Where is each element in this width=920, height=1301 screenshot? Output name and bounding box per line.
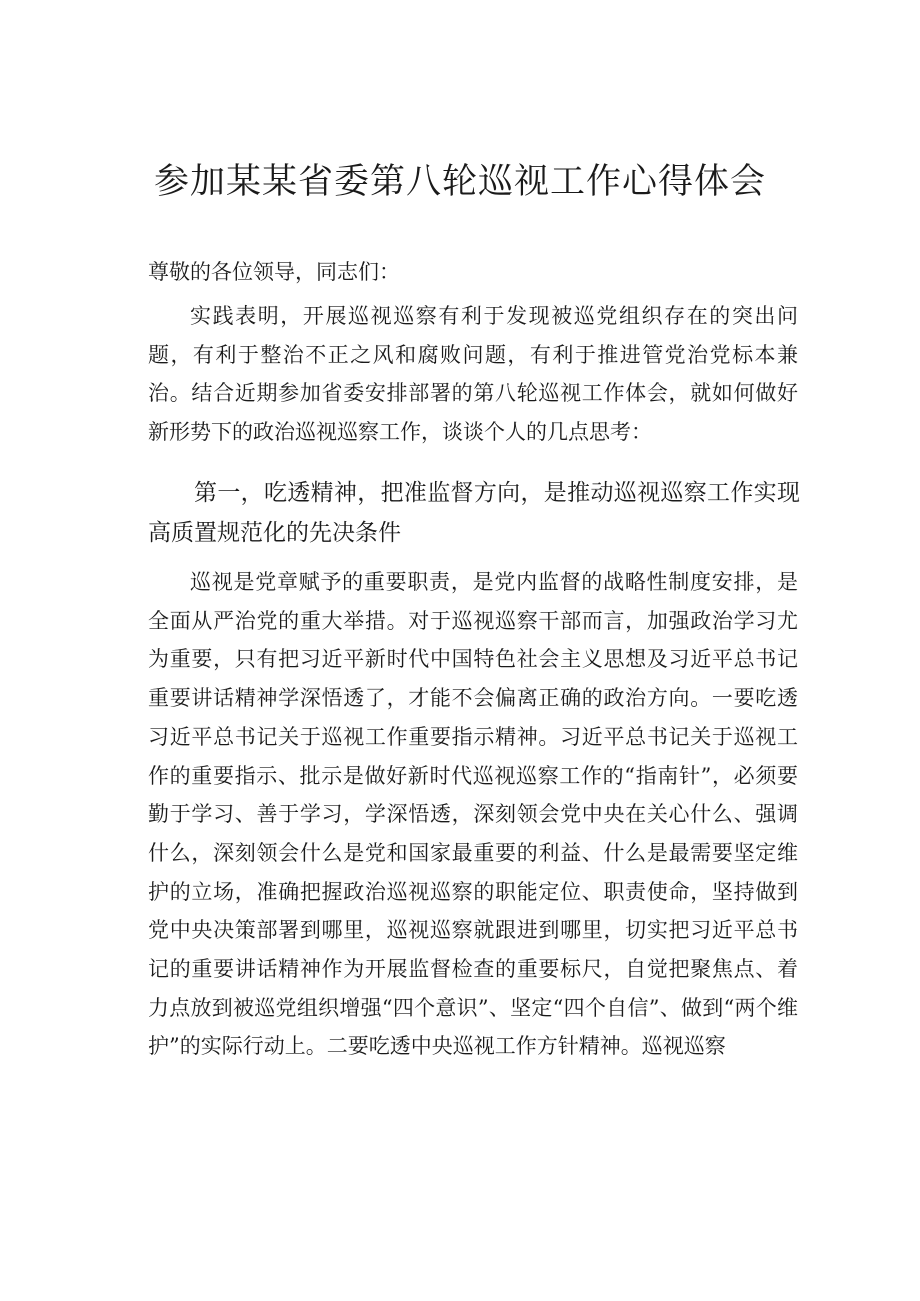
section-1-paragraph: 巡视是党章赋予的重要职责，是党内监督的战略性制度安排，是全面从严治党的重大举措。对于巡视巡察干部而言，加强政治学习尤为重要，只有把习近平新时代中国特色社会主义思想及习近平总书记重要讲话精神学深悟透了，才能不会偏离正确的政治方向。一要吃透习近平总书记关于巡视工作重要指示精神。习近平总书记关于巡视工作的重要指示、批示是做好新时代巡视巡察工作的“指南针”，必须要勤于学习、善于学习，学深悟透，深刻领会党中央在关心什么、强调什么，深刻领会什么是党和国家最重要的利益、什么是最需要坚定维护的立场，准确把握政治巡视巡察的职能定位、职责使命，坚持做到党中央决策部署到哪里，巡视巡察就跟进到哪里，切实把习近平总书记的重要讲话精神作为开展监督检查的重要标尺，自觉把聚焦点、着力点放到被巡党组织增强“四个意识”、坚定“四个自信”、做到“两个维护”的实际行动上。二要吃透中央巡视工作方针精神。巡视巡察 bbox=[148, 570, 798, 1059]
document-title: 参加某某省委第八轮巡视工作心得体会 bbox=[153, 162, 766, 202]
intro-paragraph: 实践表明，开展巡视巡察有利于发现被巡党组织存在的突出问题，有利于整治不正之风和腐败问题，有利于推进管党治党标本兼治。结合近期参加省委安排部署的第八轮巡视工作体会，就如何做好新形势下的政治巡视巡察工作，谈谈个人的几点思考： bbox=[148, 304, 798, 445]
section-1-heading: 第一，吃透精神，把准监督方向，是推动巡视巡察工作实现高质置规范化的先决条件 bbox=[148, 480, 800, 546]
salutation: 尊敬的各位领导，同志们： bbox=[148, 260, 400, 284]
